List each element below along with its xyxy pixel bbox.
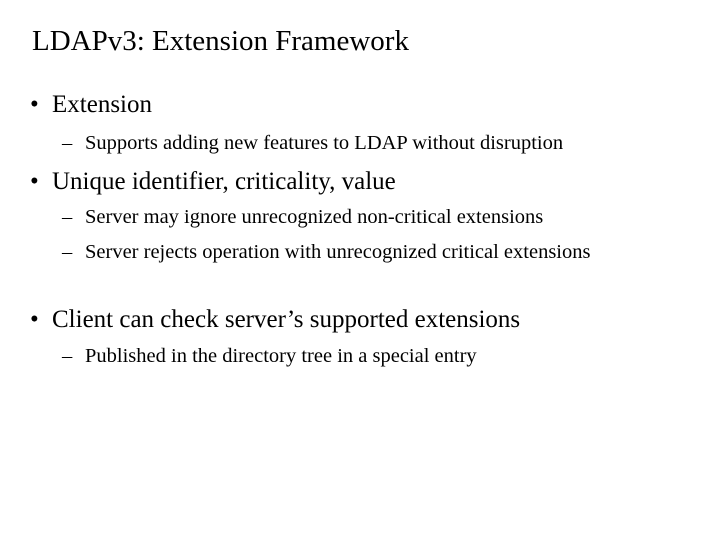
sub-bullet-text: Published in the directory tree in a special entry: [85, 345, 477, 367]
bullet-text: Extension: [52, 91, 152, 118]
sub-bullet-text: Supports adding new features to LDAP without disruption: [85, 132, 564, 154]
sub-bullet-text: Server rejects operation with unrecognized critical extensions: [85, 241, 591, 263]
dash-icon: –: [62, 241, 73, 263]
dash-icon: –: [62, 345, 73, 367]
bullet-icon: •: [30, 168, 39, 195]
dash-icon: –: [62, 132, 73, 154]
slide-title: LDAPv3: Extension Framework: [32, 25, 409, 57]
bullet-icon: •: [30, 91, 39, 118]
bullet-icon: •: [30, 306, 39, 333]
sub-bullet-text: Server may ignore unrecognized non-critical extensions: [85, 206, 544, 228]
bullet-text: Client can check server’s supported extensions: [52, 306, 521, 333]
bullet-text: Unique identifier, criticality, value: [52, 168, 396, 195]
dash-icon: –: [62, 206, 73, 228]
